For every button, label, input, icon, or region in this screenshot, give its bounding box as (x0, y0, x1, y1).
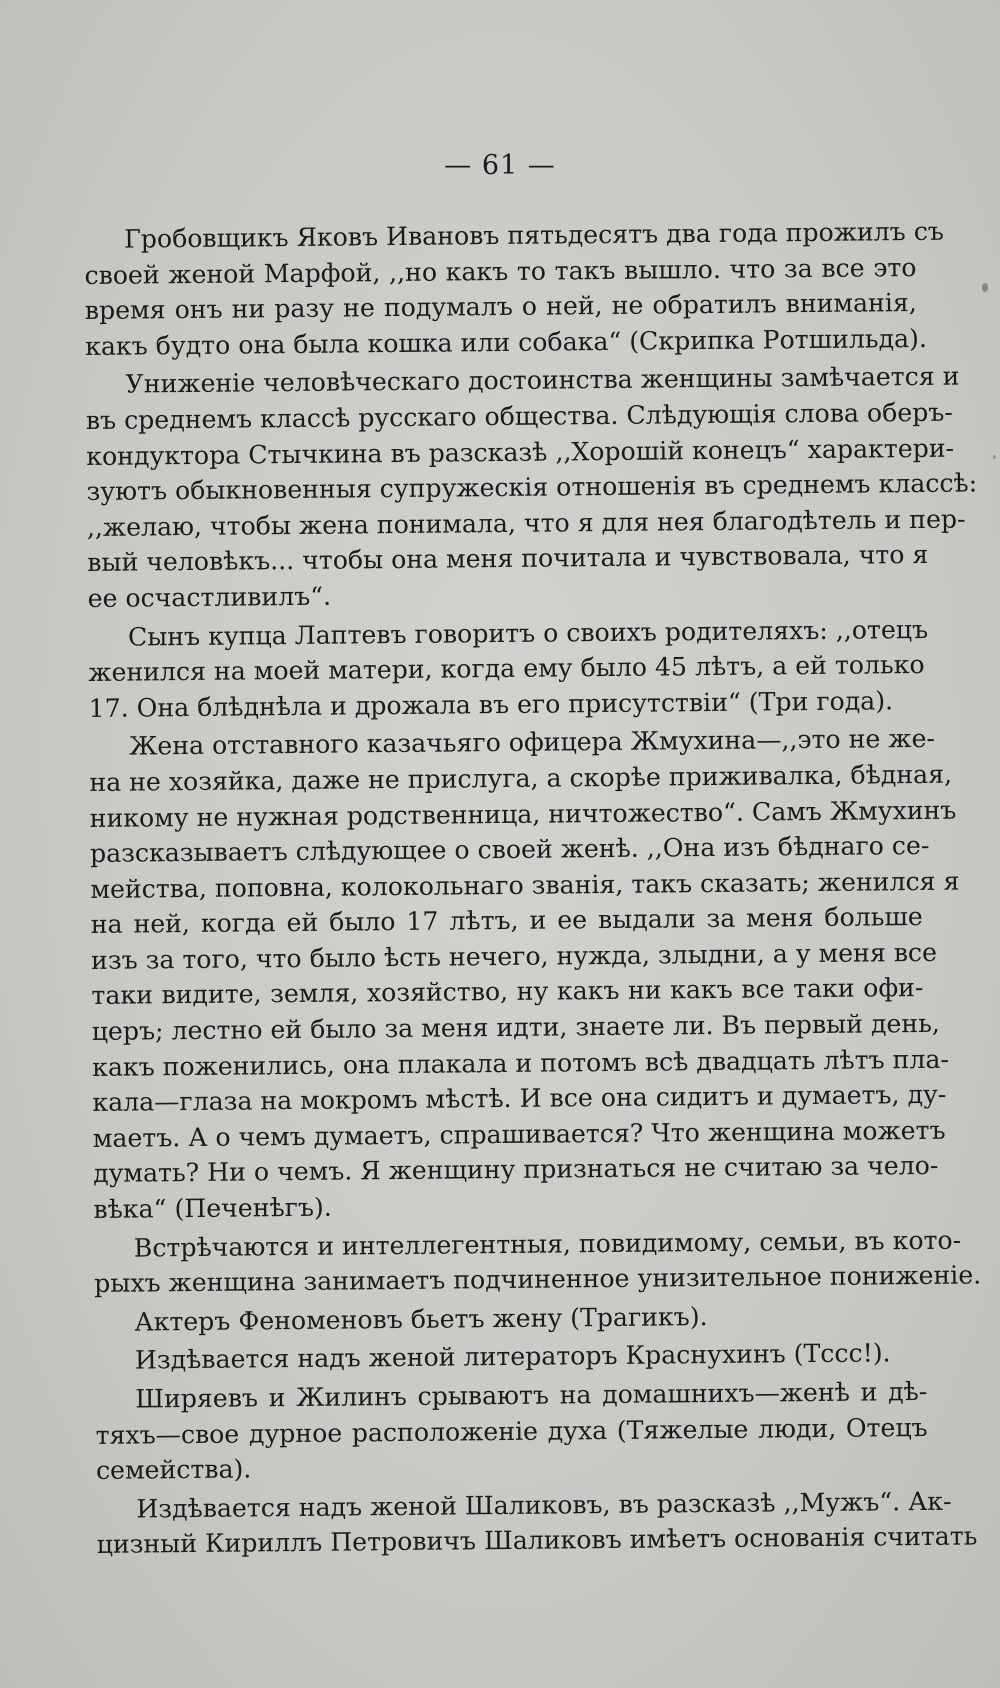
text-line: вый человѣкъ... чтобы она меня почитала и чувствовала, что я (87, 540, 929, 578)
text-line: Актеръ Феноменовъ бьетъ жену (Трагикъ). (134, 1301, 708, 1337)
body-text (84, 214, 982, 1563)
text-line: кондуктора Стычкина въ разсказѣ ,,Хорошій конецъ“ характери- (86, 433, 955, 471)
text-line: цизный Кириллъ Петровичъ Шаликовъ имѣетъ основанія считать (96, 1521, 978, 1560)
text-line: вѣка“ (Печенѣгъ). (93, 1192, 332, 1224)
text-line: своей женой Марфой, ,,но какъ то такъ вышло. что за все это (84, 252, 917, 290)
page-number: — 61 — (444, 150, 556, 181)
text-line: Жена отставного казачьяго офицера Жмухина—,,это не же- (128, 724, 936, 761)
text-line: какъ будто она была кошка или собака“ (Скрипка Ротшильда). (85, 323, 928, 361)
text-line: таки видите, земля, хозяйство, ну какъ ни какъ все таки офи- (91, 973, 924, 1011)
text-line: Издѣвается надъ женой литераторъ Краснухинъ (Тссс!). (134, 1338, 891, 1375)
text-line: какъ поженились, она плакала и потомъ всѣ двадцать лѣтъ пла- (91, 1044, 950, 1082)
text-line: время онъ ни разу не подумалъ о ней, не обратилъ вниманія, (84, 288, 917, 326)
text-line: мейства, поповна, колокольнаго званія, такъ сказать; женился я (90, 866, 960, 904)
text-line: рыхъ женщина занимаетъ подчиненное унизительное пониженіе. (94, 1260, 982, 1299)
text-line: ,,желаю, чтобы жена понимала, что я для нея благодѣтель и пер- (86, 504, 966, 542)
text-line: ее осчастливилъ“. (87, 581, 332, 613)
text-line: на не хозяйка, даже не прислуга, а скорѣе приживалка, бѣдная, (89, 759, 953, 797)
text-line: Униженіе человѣческаго достоинства женщины замѣчается и (125, 361, 960, 399)
text-line: Гробовщикъ Яковъ Ивановъ пятьдесятъ два года прожилъ съ (124, 216, 945, 254)
text-line: Встрѣчаются и интеллегентныя, повидимому, семьи, въ кото- (133, 1225, 962, 1263)
text-line: церъ; лестно ей было за меня идти, знаете ли. Въ первый день, (91, 1008, 940, 1047)
text-line: никому не нужная родственница, ничтожество“. Самъ Жмухинъ (89, 795, 957, 833)
text-line: семейства). (95, 1454, 252, 1486)
text-line: тяхъ—свое дурное расположеніе духа (Тяжелые люди, Отецъ (95, 1412, 928, 1450)
ink-speck (982, 283, 988, 292)
text-line: женился на моей матери, когда ему было 45 лѣтъ, а ей только (88, 650, 925, 688)
ink-speck (993, 455, 996, 459)
text-line: Ширяевъ и Жилинъ срываютъ на домашнихъ—женѣ и дѣ- (135, 1376, 928, 1414)
text-line: зуютъ обыкновенныя супружескія отношенія въ среднемъ классѣ: (86, 468, 978, 507)
text-line: изъ за того, что было ѣсть нечего, нужда, злыдни, а у меня все (90, 937, 938, 975)
text-line: Издѣвается надъ женой Шаликовъ, въ разсказѣ ,,Мужъ“. Ак- (136, 1486, 952, 1524)
text-line: кала—глаза на мокромъ мѣстѣ. И все она сидитъ и думаетъ, ду- (92, 1080, 947, 1118)
text-line: на ней, когда ей было 17 лѣтъ, и ее выдали за меня больше (90, 902, 923, 940)
text-line: маетъ. А о чемъ думаетъ, спрашивается? Что женщина можетъ (92, 1115, 946, 1153)
text-line: думать? Ни о чемъ. Я женщину признаться не считаю за чело- (92, 1151, 939, 1189)
text-line: 17. Она блѣднѣла и дрожала въ его присутствіи“ (Три года). (88, 685, 894, 723)
text-line: разсказываетъ слѣдующее о своей женѣ. ,,Она изъ бѣднаго се- (89, 831, 930, 869)
text-line: Сынъ купца Лаптевъ говоритъ о своихъ родителяхъ: ,,отецъ (127, 614, 929, 652)
text-line: въ среднемъ классѣ русскаго общества. Слѣдующія слова оберъ- (85, 397, 953, 435)
